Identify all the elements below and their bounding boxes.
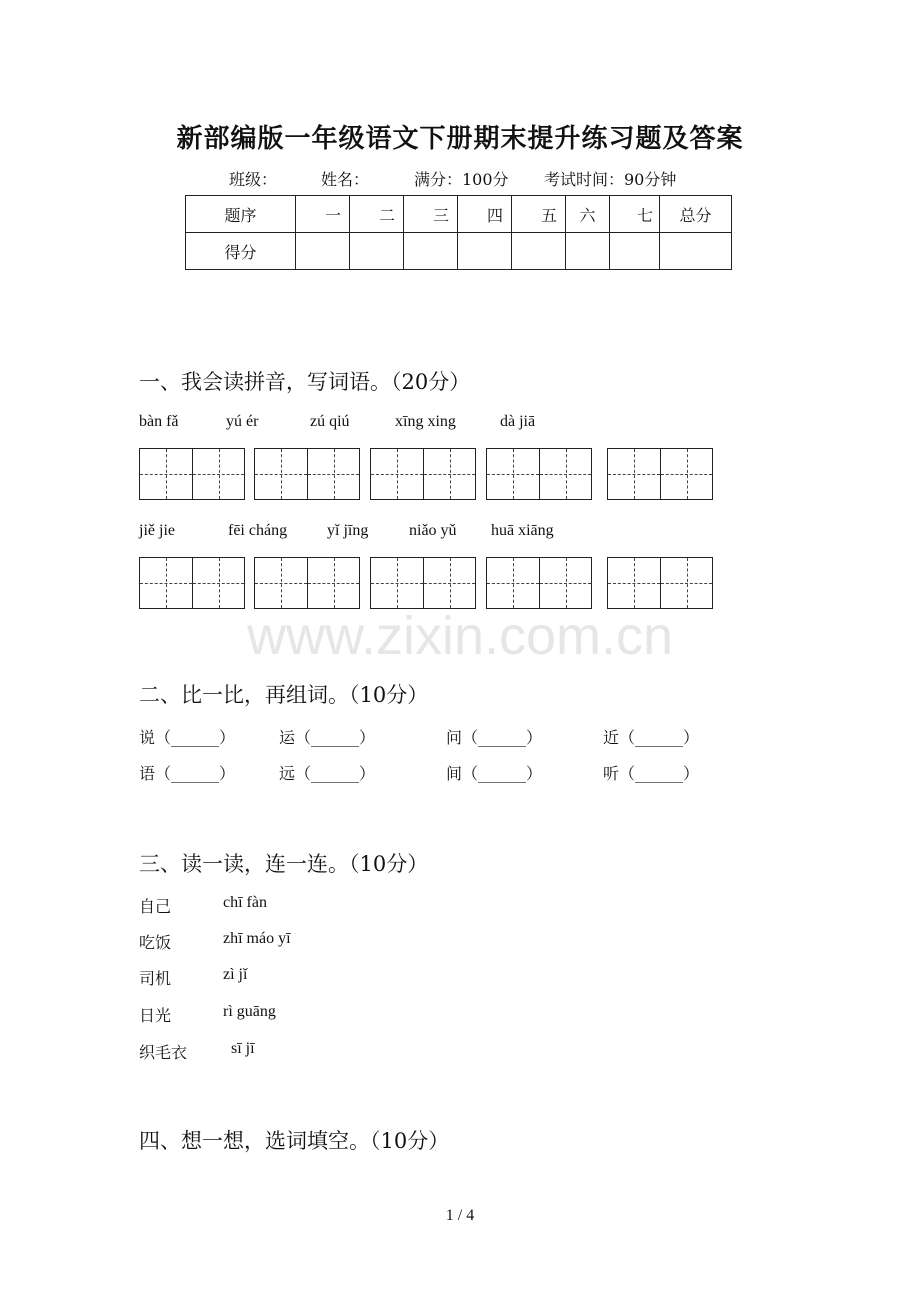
score-header-cell: 题序 bbox=[186, 196, 296, 233]
full-score: 满分：100分 bbox=[414, 170, 509, 189]
match-pinyin[interactable]: chī fàn bbox=[223, 894, 267, 911]
exam-time: 考试时间：90分钟 bbox=[544, 170, 677, 189]
score-input-cell[interactable] bbox=[296, 233, 350, 270]
score-input-cell[interactable] bbox=[458, 233, 512, 270]
score-header-cell: 五 bbox=[512, 196, 566, 233]
pinyin-label: yǐ jīng bbox=[327, 522, 369, 539]
pinyin-label: dà jiā bbox=[500, 413, 536, 430]
score-input-cell[interactable] bbox=[566, 233, 610, 270]
match-word[interactable]: 织毛衣 bbox=[139, 1043, 188, 1062]
score-header-cell: 总分 bbox=[660, 196, 732, 233]
compare-word[interactable]: 运（______） bbox=[279, 728, 376, 747]
pinyin-label: xīng xing bbox=[395, 413, 456, 430]
match-word[interactable]: 自己 bbox=[139, 897, 172, 916]
writing-grid[interactable] bbox=[486, 448, 592, 500]
score-input-cell[interactable] bbox=[404, 233, 458, 270]
score-input-cell[interactable] bbox=[660, 233, 732, 270]
match-pinyin[interactable]: zì jǐ bbox=[223, 966, 248, 983]
section-2-title: 二、比一比，再组词。（10分） bbox=[139, 683, 429, 707]
match-pinyin[interactable]: rì guāng bbox=[223, 1003, 276, 1020]
score-input-cell[interactable] bbox=[610, 233, 660, 270]
section-3-title: 三、读一读，连一连。（10分） bbox=[139, 852, 429, 876]
pinyin-label: jiě jie bbox=[139, 522, 175, 539]
compare-word[interactable]: 语（______） bbox=[139, 764, 236, 783]
score-header-cell: 三 bbox=[404, 196, 458, 233]
watermark: www.zixin.com.cn bbox=[246, 606, 674, 666]
pinyin-label: huā xiāng bbox=[491, 522, 554, 539]
score-row-label: 得分 bbox=[186, 233, 296, 270]
compare-word[interactable]: 近（______） bbox=[603, 728, 700, 747]
pinyin-label: yú ér bbox=[226, 413, 259, 430]
writing-grid[interactable] bbox=[370, 557, 476, 609]
writing-grid[interactable] bbox=[254, 557, 360, 609]
compare-word[interactable]: 间（______） bbox=[446, 764, 543, 783]
match-pinyin[interactable]: zhī máo yī bbox=[223, 930, 291, 947]
pinyin-label: bàn fǎ bbox=[139, 413, 179, 430]
score-header-cell: 七 bbox=[610, 196, 660, 233]
score-table bbox=[185, 195, 732, 270]
score-header-cell: 六 bbox=[566, 196, 610, 233]
score-input-cell[interactable] bbox=[512, 233, 566, 270]
class-label: 班级： bbox=[229, 170, 278, 189]
score-table-score-row bbox=[186, 233, 732, 270]
match-pinyin[interactable]: sī jī bbox=[231, 1040, 255, 1057]
compare-word[interactable]: 远（______） bbox=[279, 764, 376, 783]
score-table-header-row bbox=[186, 196, 732, 233]
compare-word[interactable]: 问（______） bbox=[446, 728, 543, 747]
pinyin-label: fēi cháng bbox=[228, 522, 288, 539]
section-4-title: 四、想一想，选词填空。（10分） bbox=[139, 1129, 450, 1153]
match-word[interactable]: 日光 bbox=[139, 1006, 172, 1025]
page-number: 1 / 4 bbox=[445, 1207, 475, 1224]
page-title: 新部编版一年级语文下册期末提升练习题及答案 bbox=[176, 124, 744, 154]
writing-grid[interactable] bbox=[486, 557, 592, 609]
score-header-cell: 四 bbox=[458, 196, 512, 233]
compare-word[interactable]: 听（______） bbox=[603, 764, 700, 783]
writing-grid[interactable] bbox=[370, 448, 476, 500]
writing-grid[interactable] bbox=[607, 557, 713, 609]
writing-grid[interactable] bbox=[139, 557, 245, 609]
score-header-cell: 一 bbox=[296, 196, 350, 233]
writing-grid[interactable] bbox=[139, 448, 245, 500]
score-input-cell[interactable] bbox=[350, 233, 404, 270]
writing-grid[interactable] bbox=[254, 448, 360, 500]
pinyin-label: zú qiú bbox=[310, 413, 350, 430]
name-label: 姓名： bbox=[321, 170, 370, 189]
match-word[interactable]: 司机 bbox=[139, 969, 172, 988]
score-header-cell: 二 bbox=[350, 196, 404, 233]
pinyin-label: niǎo yǔ bbox=[409, 522, 457, 539]
match-word[interactable]: 吃饭 bbox=[139, 933, 172, 952]
writing-grid[interactable] bbox=[607, 448, 713, 500]
section-1-title: 一、我会读拼音，写词语。（20分） bbox=[139, 370, 471, 394]
compare-word[interactable]: 说（______） bbox=[139, 728, 236, 747]
